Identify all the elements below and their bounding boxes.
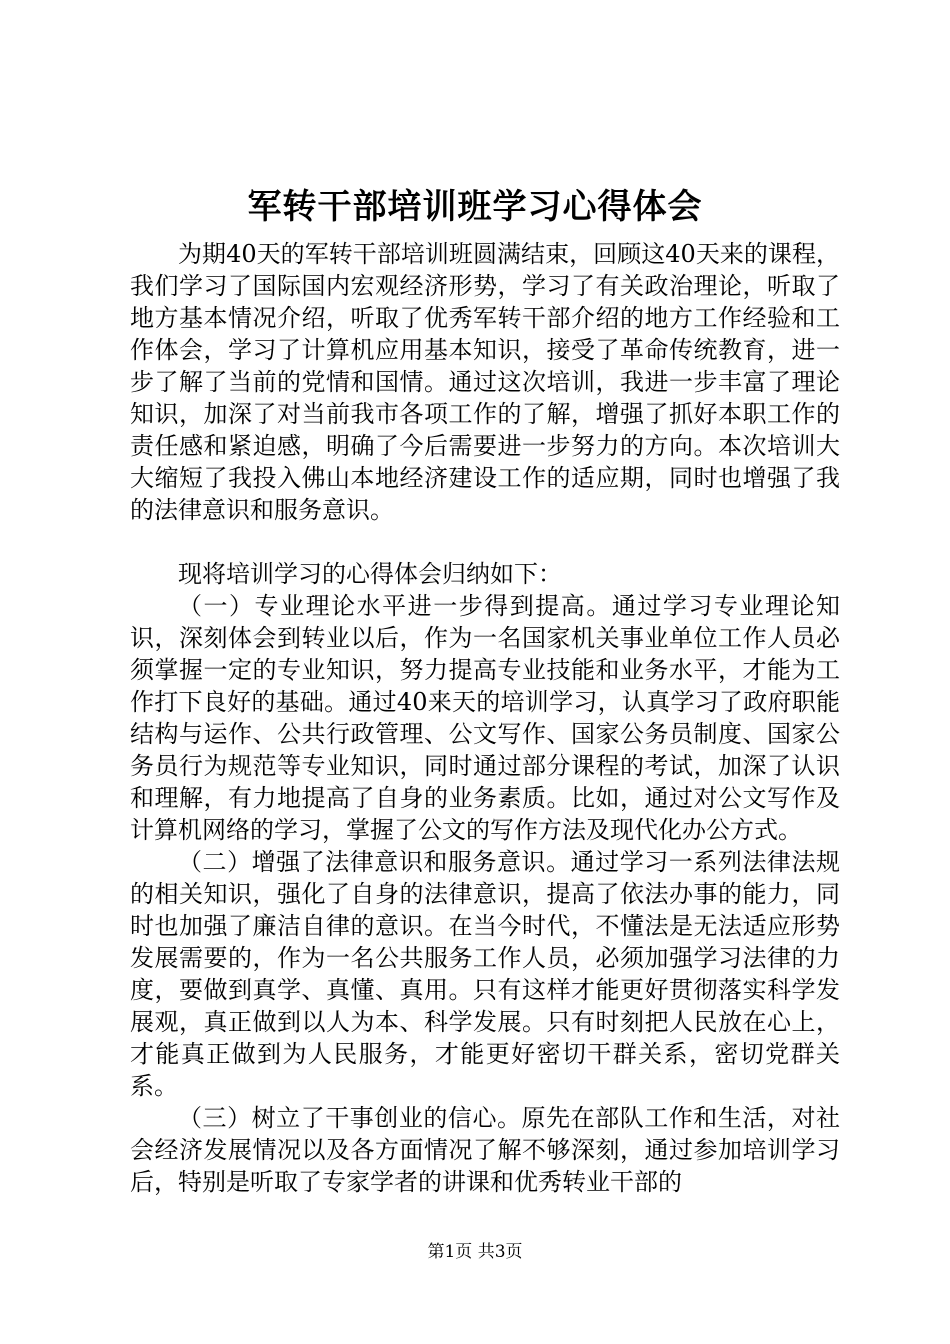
paragraph-gap: [130, 526, 840, 558]
paragraph-intro: 为期40天的军转干部培训班圆满结束，回顾这40天来的课程，我们学习了国际国内宏观经济形势，学习了有关政治理论，听取了地方基本情况介绍，听取了优秀军转干部介绍的地方工作经验和工作体会，学习了计算机应用基本知识，接受了革命传统教育，进一步了解了当前的党情和国情。通过这次培训，我进一步丰富了理论知识，加深了对当前我市各项工作的了解，增强了抓好本职工作的责任感和紧迫感，明确了今后需要进一步努力的方向。本次培训大大缩短了我投入佛山本地经济建设工作的适应期，同时也增强了我的法律意识和服务意识。: [130, 240, 840, 524]
paragraph-section-2: （二）增强了法律意识和服务意识。通过学习一系列法律法规的相关知识，强化了自身的法律意识，提高了依法办事的能力，同时也加强了廉洁自律的意识。在当今时代，不懂法是无法适应形势发展需要的，作为一名公共服务工作人员，必须加强学习法律的力度，要做到真学、真懂、真用。只有这样才能更好贯彻落实科学发展观，真正做到以人为本、科学发展。只有时刻把人民放在心上，才能真正做到为人民服务，才能更好密切干群关系，密切党群关系。: [130, 848, 840, 1100]
page-number-indicator: 第1页 共3页: [427, 1242, 523, 1262]
paragraph-section-3: （三）树立了干事创业的信心。原先在部队工作和生活，对社会经济发展情况以及各方面情况了解不够深刻，通过参加培训学习后，特别是听取了专家学者的讲课和优秀转业干部的: [130, 1104, 840, 1196]
document-body: [130, 238, 840, 1198]
document-title: 军转干部培训班学习心得体会: [247, 187, 703, 227]
page-footer: [0, 1240, 950, 1264]
paragraph-summary-lead: 现将培训学习的心得体会归纳如下：: [178, 560, 562, 588]
paragraph-section-1: （一）专业理论水平进一步得到提高。通过学习专业理论知识，深刻体会到转业以后，作为一名国家机关事业单位工作人员必须掌握一定的专业知识，努力提高专业技能和业务水平，才能为工作打下良好的基础。通过40来天的培训学习，认真学习了政府职能结构与运作、公共行政管理、公文写作、国家公务员制度、国家公务员行为规范等专业知识，同时通过部分课程的考试，加深了认识和理解，有力地提高了自身的业务素质。比如，通过对公文写作及计算机网络的学习，掌握了公文的写作方法及现代化办公方式。: [130, 592, 840, 844]
